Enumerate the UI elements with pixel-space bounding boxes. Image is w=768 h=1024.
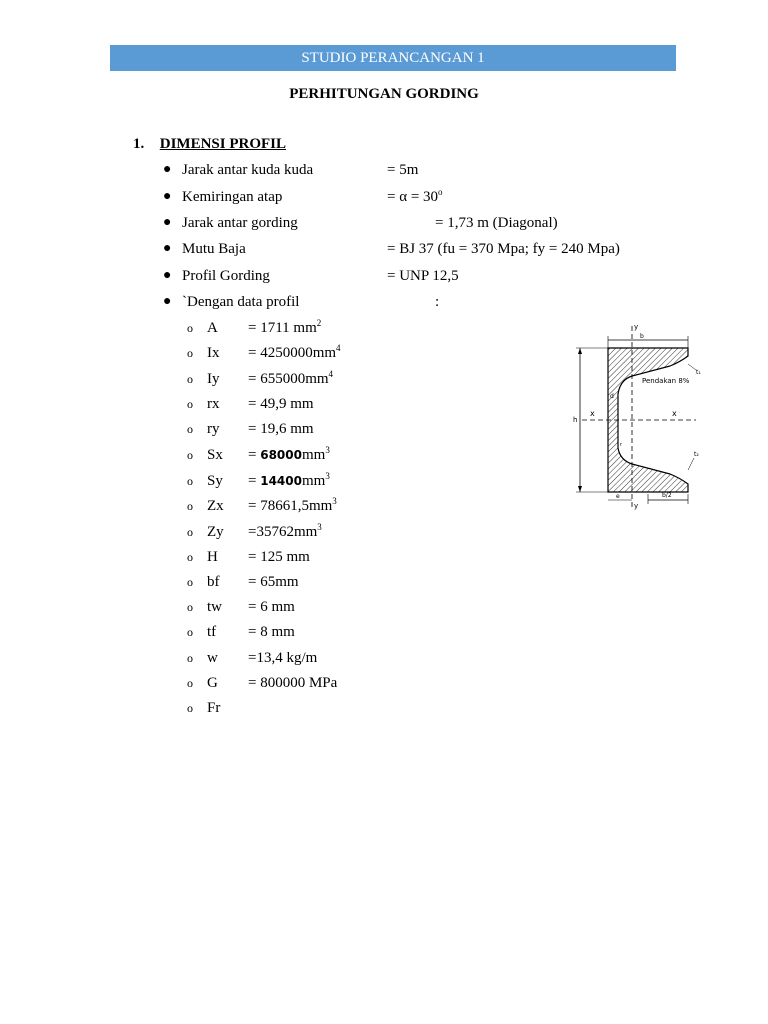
bullet-label: `Dengan data profil (182, 294, 300, 310)
profile-value: = 8 mm (248, 624, 295, 640)
circle-bullet-icon: o (187, 422, 193, 436)
bullet-icon: ● (163, 241, 172, 256)
profile-symbol: w (207, 650, 218, 666)
section-label: DIMENSI PROFIL (159, 136, 287, 152)
bullet-value: = UNP 12,5 (387, 268, 459, 284)
t1-label: t₁ (696, 369, 701, 376)
circle-bullet-icon: o (187, 701, 193, 715)
circle-bullet-icon: o (187, 321, 193, 335)
profile-value: =13,4 kg/m (248, 650, 318, 666)
profile-value: = 19,6 mm (248, 421, 314, 437)
profile-value: = $68000mm^3$ (248, 445, 330, 463)
r-label: r (620, 442, 623, 448)
circle-bullet-icon: o (187, 600, 193, 614)
circle-bullet-icon: o (187, 346, 193, 360)
page-title: PERHITUNGAN GORDING (289, 86, 479, 102)
bullet-label: Profil Gording (182, 268, 270, 284)
bullet-label: Jarak antar kuda kuda (182, 162, 314, 178)
bullet-icon: ● (163, 162, 172, 177)
profile-symbol: Zx (207, 498, 224, 514)
section-number: 1. (133, 136, 145, 152)
bullet-label: Kemiringan atap (182, 189, 283, 205)
h-label: h (573, 416, 578, 424)
profile-symbol: G (207, 675, 218, 691)
profile-value: = 49,9 mm (248, 396, 314, 412)
b-label: b (640, 333, 644, 340)
channel-section-diagram (570, 320, 710, 510)
d-label: d (610, 393, 614, 400)
e-label: e (616, 493, 620, 500)
profile-value: = $78661,5mm^3$ (248, 496, 337, 514)
profile-symbol: H (207, 549, 218, 565)
profile-symbol: Sy (207, 473, 223, 489)
profile-symbol: bf (207, 574, 220, 590)
profile-symbol: tf (207, 624, 217, 640)
profile-value: $=35762mm^3$ (248, 522, 322, 540)
y-label: y (634, 323, 639, 331)
circle-bullet-icon: o (187, 550, 193, 564)
profile-symbol: Iy (207, 371, 220, 387)
bullet-value: = $\alpha = 30^o$ (387, 187, 443, 205)
slope-label: Pendakan 8% (642, 377, 690, 385)
profile-symbol: rx (207, 396, 220, 412)
bullet-icon: ● (163, 215, 172, 230)
profile-symbol: Fr (207, 700, 221, 716)
t2-label: t₂ (694, 451, 699, 458)
profile-symbol: Ix (207, 345, 220, 361)
bullet-value: = 5m (387, 162, 419, 178)
circle-bullet-icon: o (187, 499, 193, 513)
x-label-left: x (590, 409, 595, 418)
profile-value: = 800000 MPa (248, 675, 338, 691)
profile-value: = $4250000mm^4$ (248, 343, 341, 361)
profile-symbol: Zy (207, 524, 224, 540)
bullet-value: = BJ 37 (fu = 370 Mpa; fy = 240 Mpa) (387, 241, 620, 257)
profile-value: = $14400mm^3$ (248, 471, 330, 489)
profile-symbol: tw (207, 599, 222, 615)
profile-value: = 6 mm (248, 599, 295, 615)
b-half-label: b/2 (662, 492, 672, 499)
circle-bullet-icon: o (187, 474, 193, 488)
profile-value: = 65mm (248, 574, 299, 590)
bullet-label: Jarak antar gording (182, 215, 298, 231)
circle-bullet-icon: o (187, 525, 193, 539)
section-heading (133, 136, 286, 153)
circle-bullet-icon: o (187, 676, 193, 690)
profile-value: = 125 mm (248, 549, 310, 565)
circle-bullet-icon: o (187, 651, 193, 665)
circle-bullet-icon: o (187, 372, 193, 386)
circle-bullet-icon: o (187, 397, 193, 411)
profile-symbol: ry (207, 421, 220, 437)
bullet-icon: ● (163, 268, 172, 283)
circle-bullet-icon: o (187, 625, 193, 639)
profile-symbol: A (207, 320, 218, 336)
profile-value: = 1711 $mm^2$ (248, 318, 322, 336)
bullet-value: : (435, 294, 440, 310)
profile-value: = $655000mm^4$ (248, 369, 334, 387)
bullet-icon: ● (163, 189, 172, 204)
profile-symbol: Sx (207, 447, 223, 463)
header-banner: STUDIO PERANCANGAN 1 (110, 45, 676, 71)
x-label-right: x (672, 409, 677, 418)
circle-bullet-icon: o (187, 448, 193, 462)
y-label-bottom: y (634, 502, 639, 510)
bullet-label: Mutu Baja (182, 241, 246, 257)
circle-bullet-icon: o (187, 575, 193, 589)
bullet-value: = 1,73 m (Diagonal) (435, 215, 558, 231)
bullet-icon: ● (163, 294, 172, 309)
